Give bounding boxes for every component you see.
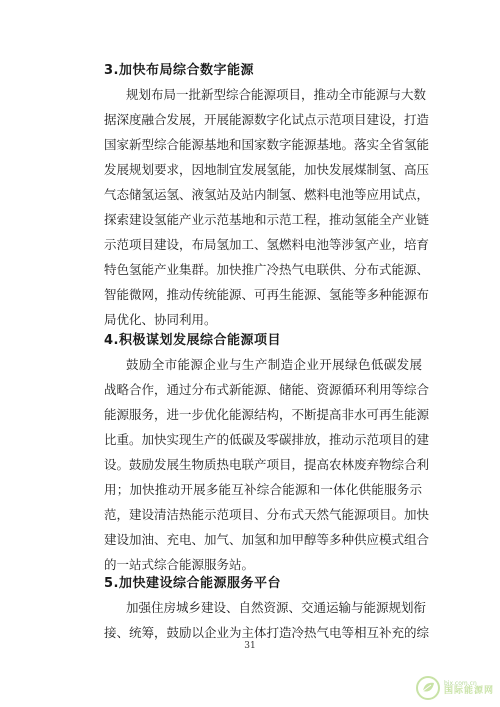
leaf-logo-icon bbox=[415, 675, 441, 701]
body-line: 鼓励全市能源企业与生产制造企业开展绿色低碳发展 bbox=[126, 357, 422, 372]
body-line: 发展规划要求，因地制宜发展氢能，加快发展煤制氢、高压 bbox=[104, 162, 430, 177]
body-line: 能源服务，进一步优化能源结构，不断提高非水可再生能源 bbox=[104, 407, 430, 422]
body-line: 接、统筹，鼓励以企业为主体打造冷热气电等相互补充的综 bbox=[104, 625, 430, 640]
body-line: 设。鼓励发展生物质热电联产项目，提高农林废弃物综合利 bbox=[104, 457, 430, 472]
heading-section-4: 4.积极谋划发展综合能源项目 bbox=[104, 333, 281, 348]
body-line: 据深度融合发展，开展能源数字化试点示范项目建设，打造 bbox=[104, 112, 430, 127]
body-line: 国家新型综合能源基地和国家数字能源基地。落实全省氢能 bbox=[104, 137, 430, 152]
page-number: 31 bbox=[244, 641, 256, 651]
heading-section-3: 3.加快布局综合数字能源 bbox=[104, 63, 254, 78]
watermark-name: 国际能源网 bbox=[443, 685, 494, 696]
body-line: 特色氢能产业集群。加快推广冷热气电联供、分布式能源、 bbox=[104, 262, 430, 277]
watermark bbox=[415, 675, 494, 701]
body-line: 范，建设清洁热能示范项目、分布式天然气能源项目。加快 bbox=[104, 507, 430, 522]
heading-section-5: 5.加快建设综合能源服务平台 bbox=[104, 576, 281, 591]
body-line: 规划布局一批新型综合能源项目，推动全市能源与大数 bbox=[126, 87, 427, 102]
body-line: 智能微网，推动传统能源、可再生能源、氢能等多种能源布 bbox=[104, 287, 430, 302]
body-line: 比重。加快实现生产的低碳及零碳排放，推动示范项目的建 bbox=[104, 432, 430, 447]
body-line: 加强住房城乡建设、自然资源、交通运输与能源规划衔 bbox=[126, 600, 427, 615]
body-line: 探索建设氢能产业示范基地和示范工程，推动氢能全产业链 bbox=[104, 212, 430, 227]
body-line: 的一站式综合能源服务站。 bbox=[104, 557, 255, 572]
body-line: 示范项目建设，布局氢加工、氢燃料电池等涉氢产业，培育 bbox=[104, 237, 430, 252]
watermark-site: bjx.com.cn bbox=[443, 679, 477, 687]
body-line: 建设加油、充电、加气、加氢和加甲醇等多种供应模式组合 bbox=[104, 532, 430, 547]
body-line: 用；加快推动开展多能互补综合能源和一体化供能服务示 bbox=[104, 482, 422, 497]
body-line: 局优化、协同利用。 bbox=[104, 312, 217, 327]
body-line: 战略合作，通过分布式新能源、储能、资源循环利用等综合 bbox=[104, 382, 430, 397]
body-line: 气态储氢运氢、液氢站及站内制氢、燃料电池等应用试点， bbox=[104, 187, 430, 202]
